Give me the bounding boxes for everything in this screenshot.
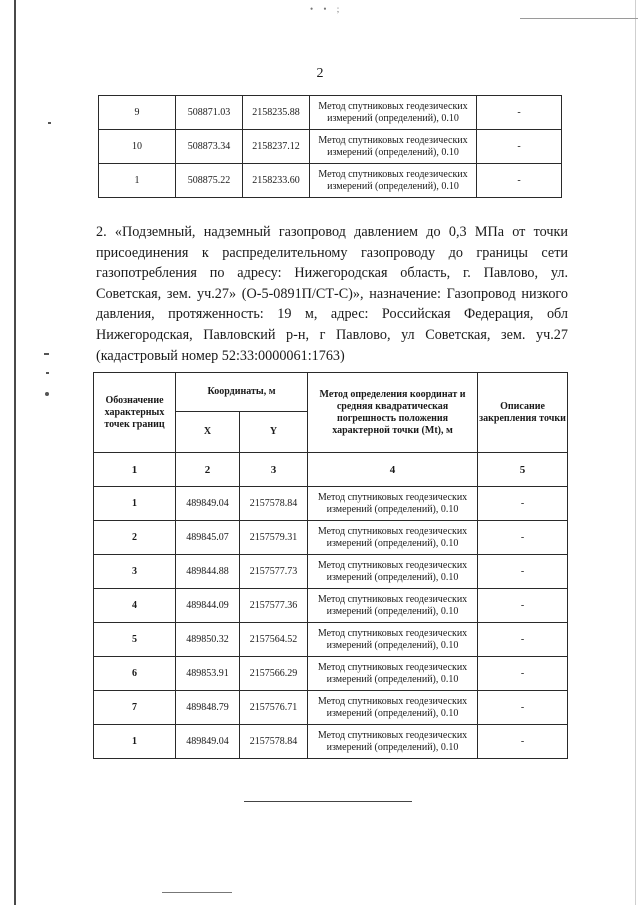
x-coordinate-cell: 489850.32 (176, 623, 240, 657)
description-cell: - (478, 589, 568, 623)
header-desc: Описание закрепления точки (478, 373, 568, 453)
coordinates-table-continued (98, 95, 562, 198)
header-x: X (176, 412, 240, 453)
table-header-row (94, 373, 568, 412)
method-cell: Метод спутниковых геодезических измерений (определений), 0.10 (308, 589, 478, 623)
scan-edge-right (635, 0, 636, 905)
scan-speck (46, 372, 49, 374)
column-number: 2 (176, 453, 240, 487)
x-coordinate-cell: 489845.07 (176, 521, 240, 555)
table-row (94, 725, 568, 759)
table-row (94, 657, 568, 691)
header-point: Обозначение характерных точек границ (94, 373, 176, 453)
scan-speck (48, 122, 51, 124)
scan-speck (44, 353, 49, 355)
table-row (94, 487, 568, 521)
point-cell: 10 (99, 130, 176, 164)
description-cell: - (478, 691, 568, 725)
method-cell: Метод спутниковых геодезических измерений (определений), 0.10 (308, 623, 478, 657)
coordinates-table-body (94, 487, 568, 759)
table-row (99, 164, 562, 198)
x-coordinate-cell: 489844.88 (176, 555, 240, 589)
column-number: 1 (94, 453, 176, 487)
description-cell: - (478, 725, 568, 759)
column-numbers-row (94, 453, 568, 487)
description-cell: - (477, 96, 562, 130)
scan-speck (45, 392, 49, 396)
description-cell: - (477, 130, 562, 164)
table-row (94, 521, 568, 555)
method-cell: Метод спутниковых геодезических измерений (определений), 0.10 (308, 555, 478, 589)
y-coordinate-cell: 2157566.29 (240, 657, 308, 691)
scan-specks-top: • • ; (310, 4, 344, 14)
y-coordinate-cell: 2158235.88 (243, 96, 310, 130)
method-cell: Метод спутниковых геодезических измерений (определений), 0.10 (310, 130, 477, 164)
column-number: 4 (308, 453, 478, 487)
description-cell: - (478, 487, 568, 521)
table-row (94, 555, 568, 589)
point-cell: 7 (94, 691, 176, 725)
point-cell: 5 (94, 623, 176, 657)
description-cell: - (478, 623, 568, 657)
description-cell: - (477, 164, 562, 198)
x-coordinate-cell: 489848.79 (176, 691, 240, 725)
top-rule (520, 18, 638, 19)
method-cell: Метод спутниковых геодезических измерений (определений), 0.10 (308, 691, 478, 725)
x-coordinate-cell: 489849.04 (176, 725, 240, 759)
point-cell: 1 (99, 164, 176, 198)
point-cell: 4 (94, 589, 176, 623)
footer-rule (162, 892, 232, 893)
column-number: 3 (240, 453, 308, 487)
y-coordinate-cell: 2157578.84 (240, 725, 308, 759)
y-coordinate-cell: 2157577.36 (240, 589, 308, 623)
table-row (94, 589, 568, 623)
object-description-paragraph: 2. «Подземный, надземный газопровод давлением до 0,3 МПа от точки присоединения к распределительному газопроводу до границы сети газопотребления по адресу: Нижегородская область, г. Павлово, ул. Советская, зем. уч.27» (О-5-0891П/СТ-С)», назначение: Газопровод низкого давления, протяженность: 19 м, адрес: Российская Федерация, обл Нижегородская, Павловский р-н, г Павлово, ул Советская, зем. уч.27 (кадастровый номер 52:33:0000061:1763) (96, 224, 568, 364)
point-cell: 3 (94, 555, 176, 589)
description-cell: - (478, 657, 568, 691)
x-coordinate-cell: 508873.34 (176, 130, 243, 164)
method-cell: Метод спутниковых геодезических измерений (определений), 0.10 (308, 657, 478, 691)
description-cell: - (478, 521, 568, 555)
table-row (99, 96, 562, 130)
point-cell: 9 (99, 96, 176, 130)
table-row (94, 623, 568, 657)
y-coordinate-cell: 2157576.71 (240, 691, 308, 725)
scan-edge-left (14, 0, 16, 905)
y-coordinate-cell: 2157579.31 (240, 521, 308, 555)
coordinates-table (93, 372, 568, 759)
point-cell: 6 (94, 657, 176, 691)
method-cell: Метод спутниковых геодезических измерений (определений), 0.10 (308, 725, 478, 759)
point-cell: 2 (94, 521, 176, 555)
table-row (99, 130, 562, 164)
description-cell: - (478, 555, 568, 589)
method-cell: Метод спутниковых геодезических измерений (определений), 0.10 (310, 96, 477, 130)
x-coordinate-cell: 489853.91 (176, 657, 240, 691)
x-coordinate-cell: 508875.22 (176, 164, 243, 198)
table-row (94, 691, 568, 725)
x-coordinate-cell: 489844.09 (176, 589, 240, 623)
bottom-rule (244, 801, 412, 802)
column-number: 5 (478, 453, 568, 487)
header-y: Y (240, 412, 308, 453)
y-coordinate-cell: 2158237.12 (243, 130, 310, 164)
page-number: 2 (316, 66, 324, 81)
header-coords: Координаты, м (176, 373, 308, 412)
header-method: Метод определения координат и средняя квадратическая погрешность положения характерной точки (Mt), м (308, 373, 478, 453)
y-coordinate-cell: 2158233.60 (243, 164, 310, 198)
y-coordinate-cell: 2157578.84 (240, 487, 308, 521)
y-coordinate-cell: 2157564.52 (240, 623, 308, 657)
point-cell: 1 (94, 487, 176, 521)
y-coordinate-cell: 2157577.73 (240, 555, 308, 589)
point-cell: 1 (94, 725, 176, 759)
x-coordinate-cell: 508871.03 (176, 96, 243, 130)
method-cell: Метод спутниковых геодезических измерений (определений), 0.10 (308, 521, 478, 555)
method-cell: Метод спутниковых геодезических измерений (определений), 0.10 (308, 487, 478, 521)
coordinates-table-body (99, 96, 562, 198)
method-cell: Метод спутниковых геодезических измерений (определений), 0.10 (310, 164, 477, 198)
x-coordinate-cell: 489849.04 (176, 487, 240, 521)
